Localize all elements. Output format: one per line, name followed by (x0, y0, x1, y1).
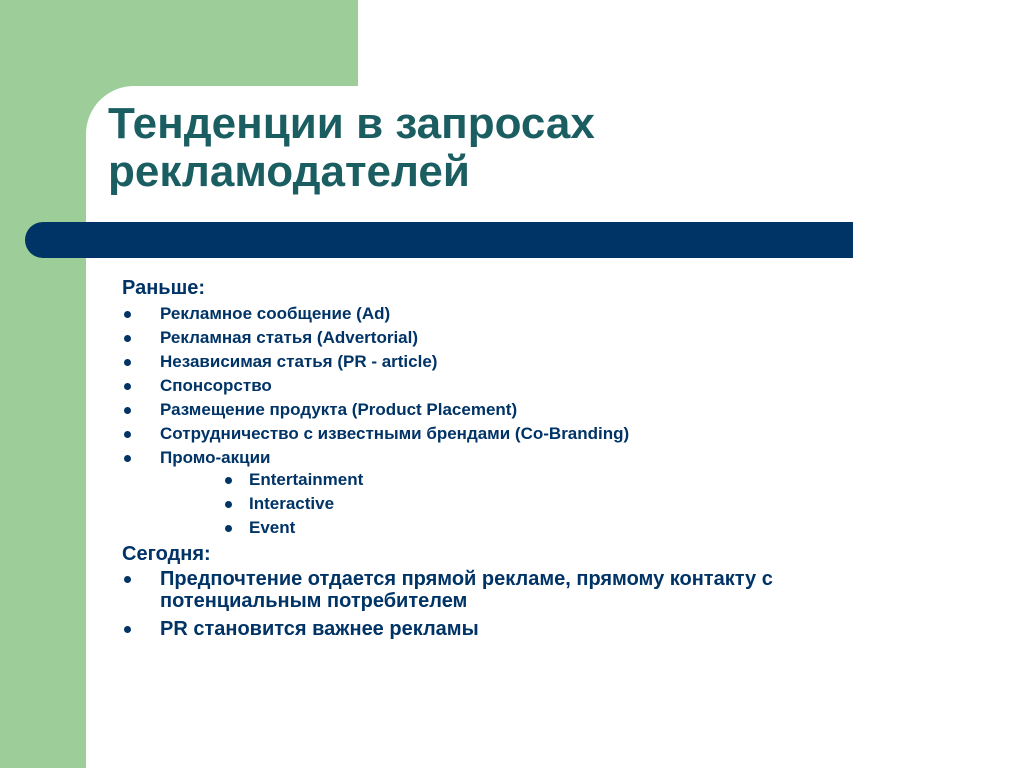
bullet-icon (124, 383, 131, 390)
slide-title (108, 100, 868, 196)
list-item: Предпочтение отдается прямой рекламе, прямому контакту с потенциальным потребителем (122, 568, 882, 612)
promo-sublist (122, 468, 363, 540)
list-item: Сотрудничество с известными брендами (Co-Branding) (122, 422, 629, 446)
list-item: Рекламная статья (Advertorial) (122, 326, 629, 350)
bullet-icon (124, 335, 131, 342)
bullet-icon (225, 477, 232, 484)
list-item: Спонсорство (122, 374, 629, 398)
sub-list-item: Event (122, 516, 363, 540)
bullet-icon (124, 407, 131, 414)
sub-list-item: Entertainment (122, 468, 363, 492)
list-item: Независимая статья (PR - article) (122, 350, 629, 374)
bullet-icon (124, 359, 131, 366)
title-divider-bar (25, 222, 853, 258)
title-line-2: рекламодателей (108, 147, 470, 196)
list-item: Размещение продукта (Product Placement) (122, 398, 629, 422)
before-heading: Раньше: (122, 277, 206, 299)
bullet-icon (124, 626, 131, 633)
list-item: Промо-акции (122, 446, 629, 470)
bullet-icon (225, 525, 232, 532)
before-list (122, 302, 629, 470)
sub-list-item: Interactive (122, 492, 363, 516)
today-heading: Сегодня: (122, 543, 211, 565)
bullet-icon (124, 431, 131, 438)
bullet-icon (225, 501, 232, 508)
title-line-1: Тенденции в запросах (108, 99, 595, 148)
bullet-icon (124, 576, 131, 583)
bullet-icon (124, 311, 131, 318)
list-item: PR становится важнее рекламы (122, 618, 882, 640)
list-item: Рекламное сообщение (Ad) (122, 302, 629, 326)
bullet-icon (124, 455, 131, 462)
today-list (122, 568, 882, 646)
